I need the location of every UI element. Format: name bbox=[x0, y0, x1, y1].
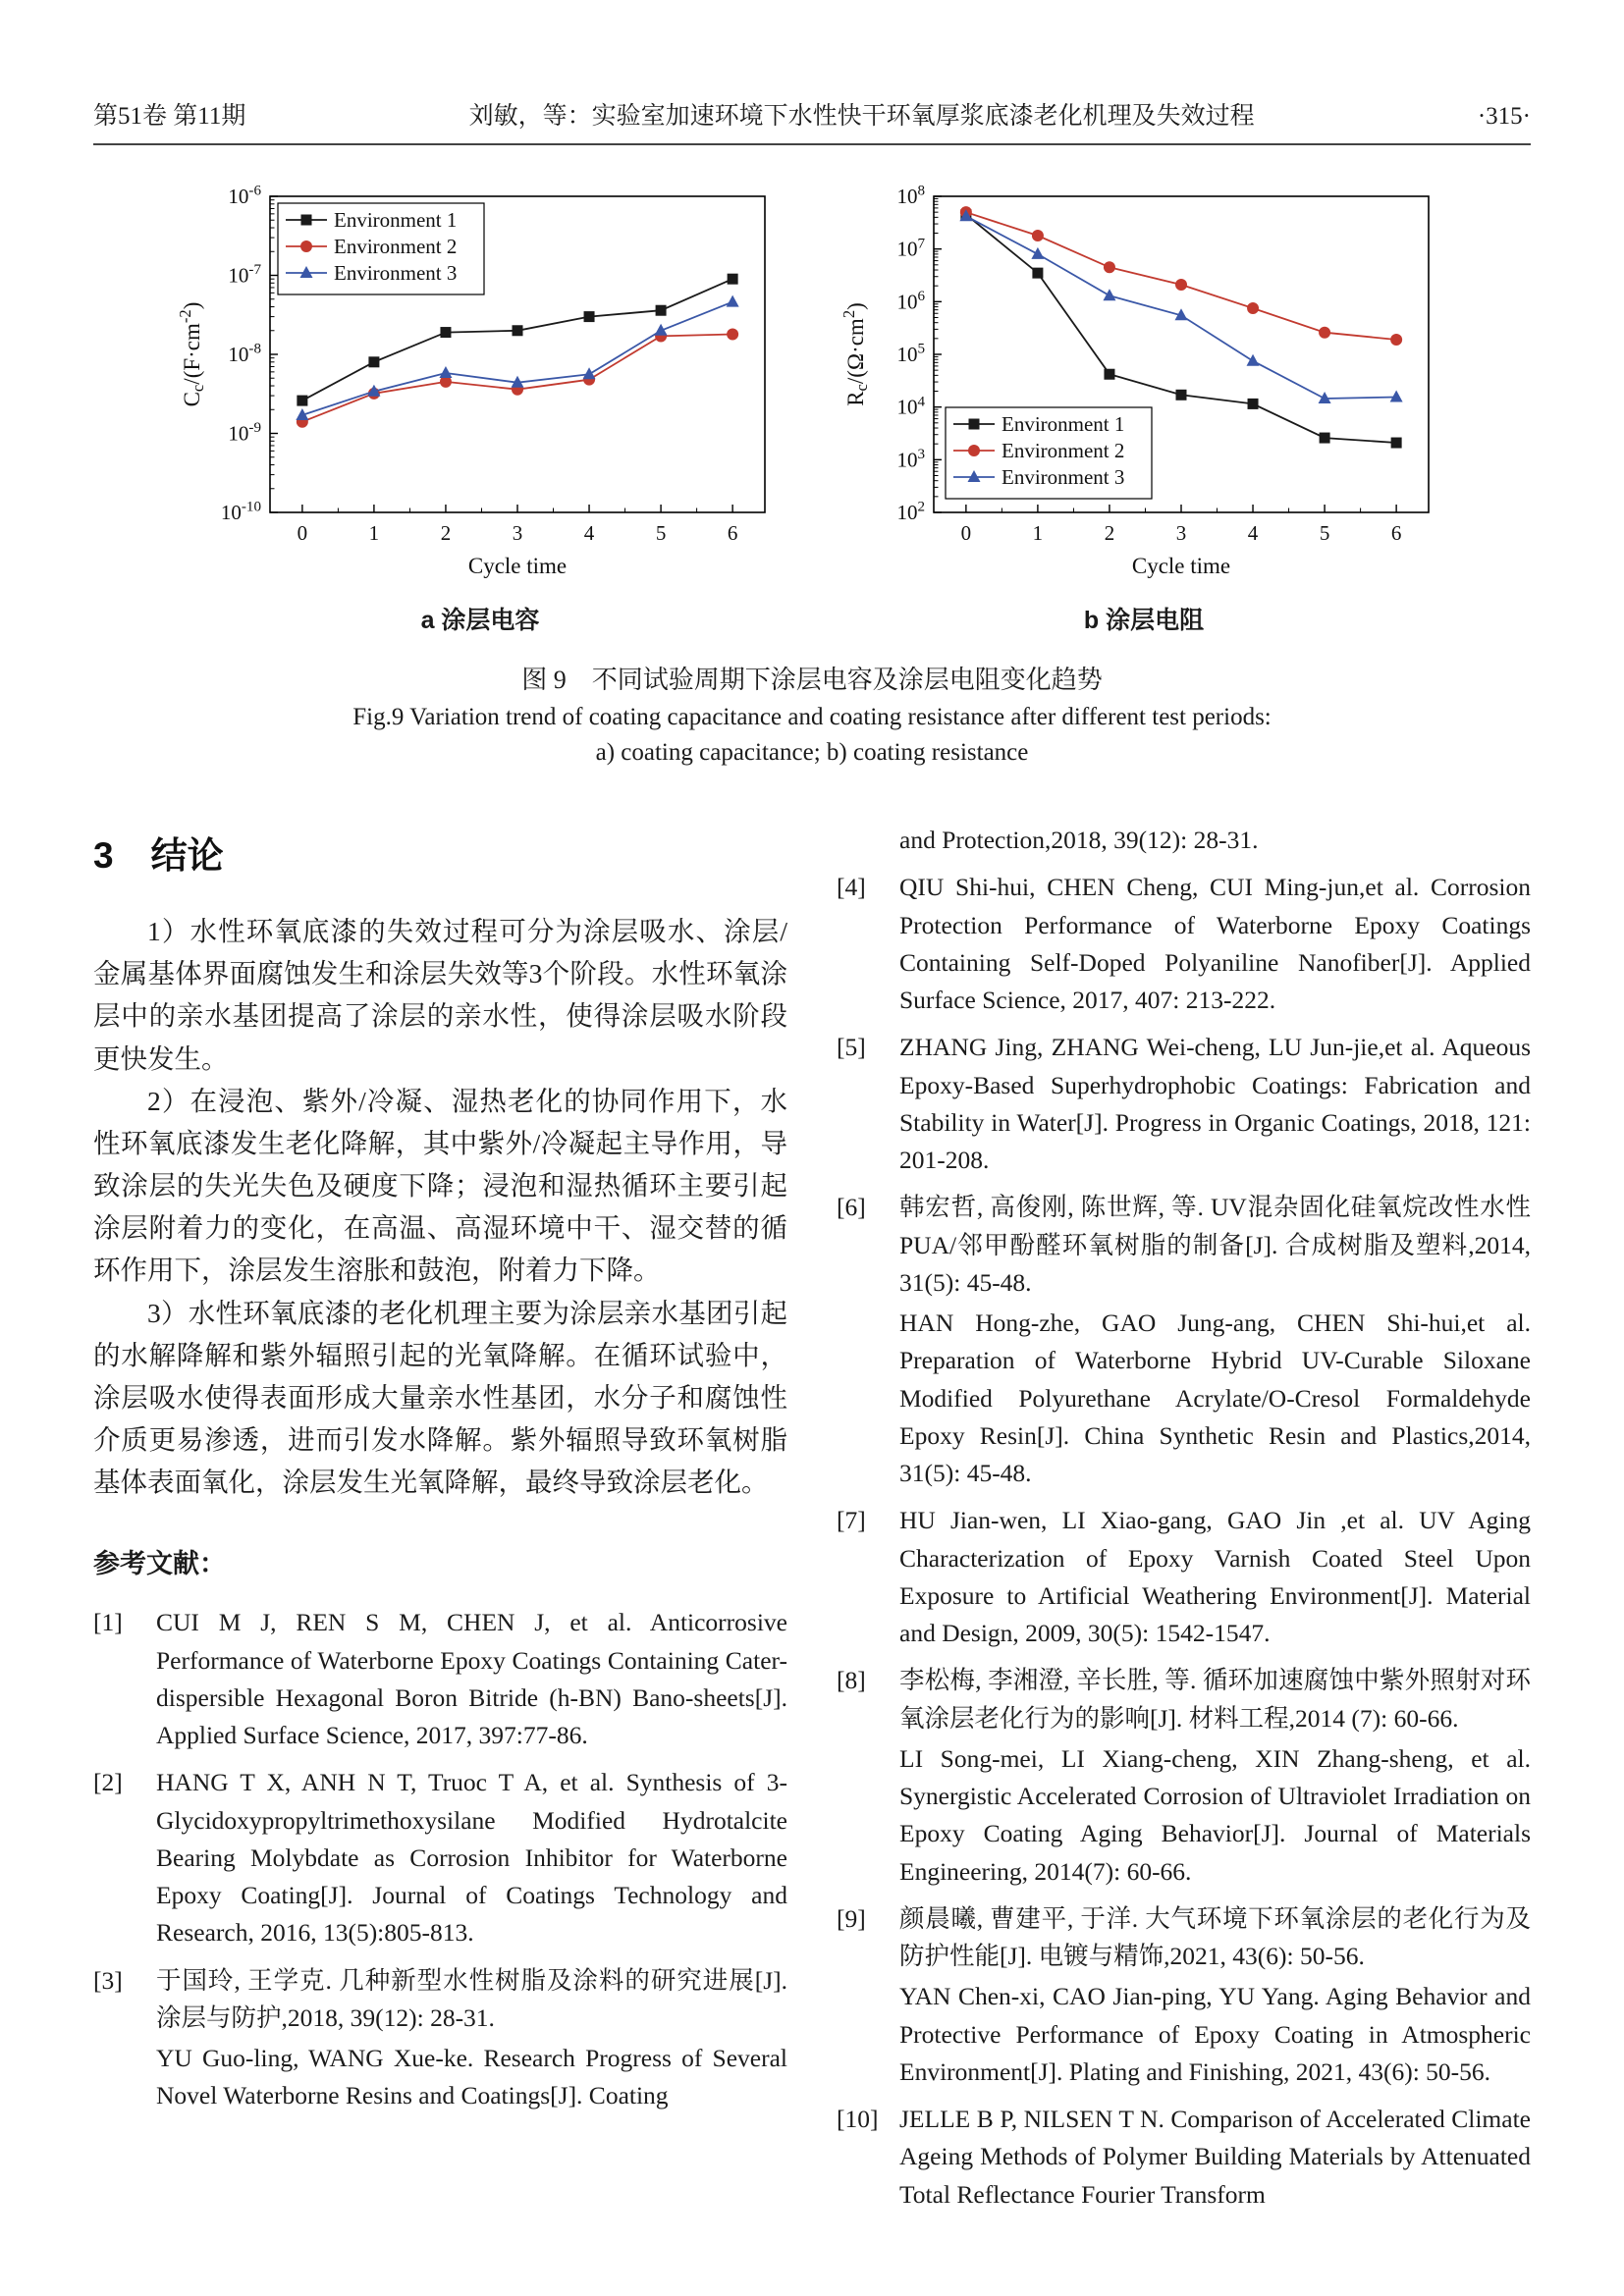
reference-text bbox=[899, 822, 1531, 862]
svg-text:106: $10^6$ bbox=[896, 288, 925, 314]
chart-coating-capacitance bbox=[176, 179, 785, 601]
reference-item bbox=[837, 822, 1531, 862]
subcaptions bbox=[93, 601, 1531, 636]
reference-text bbox=[899, 1502, 1531, 1655]
svg-text:4: 4 bbox=[1247, 521, 1259, 545]
running-title: 刘敏，等：实验室加速环境下水性快干环氧厚浆底漆老化机理及失效过程 bbox=[468, 103, 1255, 130]
svg-text:1: 1 bbox=[1032, 521, 1044, 545]
svg-text:1: 1 bbox=[368, 521, 380, 545]
svg-text:102: $10^2$ bbox=[896, 499, 925, 524]
svg-text:10-9: $10^{-9}$ bbox=[228, 420, 261, 446]
chart-coating-resistance bbox=[839, 179, 1448, 601]
reference-number: [4] bbox=[837, 873, 866, 902]
section-title: 结论 bbox=[150, 835, 224, 876]
reference-paragraph: 于国玲, 王学克. 几种新型水性树脂及涂料的研究进展[J]. 涂层与防护,2018, 39(12): 28-31. bbox=[156, 1965, 787, 2032]
reference-item bbox=[837, 1029, 1531, 1182]
reference-paragraph: and Protection,2018, 39(12): 28-31. bbox=[899, 826, 1259, 854]
reference-number: [5] bbox=[837, 1033, 866, 1062]
svg-text:0: 0 bbox=[297, 521, 308, 545]
reference-item bbox=[837, 1502, 1531, 1655]
svg-text:104: $10^4$ bbox=[896, 394, 925, 419]
charts-row bbox=[93, 179, 1531, 601]
reference-text bbox=[156, 1764, 787, 1954]
references-left bbox=[93, 1604, 787, 2117]
svg-text:6: 6 bbox=[727, 521, 738, 545]
reference-number: [2] bbox=[93, 1768, 123, 1797]
svg-text:105: $10^5$ bbox=[896, 341, 925, 366]
reference-item bbox=[837, 1662, 1531, 1894]
svg-text:2: 2 bbox=[440, 521, 452, 545]
page-header bbox=[93, 96, 1531, 145]
reference-paragraph: QIU Shi-hui, CHEN Cheng, CUI Ming-jun,et al. Corrosion Protection Performance of Waterborne Epoxy Coatings Containing Self-Doped Polyaniline Nanofiber[J]. Applied Surface Science, 2017, 407: 213-222. bbox=[899, 873, 1531, 1014]
svg-text:5: 5 bbox=[655, 521, 667, 545]
subcaption-a: a 涂层电容 bbox=[420, 607, 540, 634]
reference-text bbox=[899, 1662, 1531, 1894]
reference-item bbox=[93, 1604, 787, 1757]
svg-text:103: $10^3$ bbox=[896, 446, 925, 472]
svg-text:6: 6 bbox=[1390, 521, 1402, 545]
section-number: 3 bbox=[93, 835, 114, 876]
reference-paragraph: YU Guo-ling, WANG Xue-ke. Research Progress of Several Novel Waterborne Resins and Coatings[J]. Coating bbox=[156, 2044, 787, 2110]
section-heading bbox=[93, 826, 787, 879]
reference-paragraph: 韩宏哲, 高俊刚, 陈世辉, 等. UV混杂固化硅氧烷改性水性PUA/邻甲酚醛环氧树脂的制备[J]. 合成树脂及塑料,2014, 31(5): 45-48. bbox=[899, 1193, 1531, 1297]
reference-number: [10] bbox=[837, 2105, 879, 2133]
reference-item bbox=[93, 1764, 787, 1954]
reference-paragraph: ZHANG Jing, ZHANG Wei-cheng, LU Jun-jie,et al. Aqueous Epoxy-Based Superhydrophobic Coatings: Fabrication and Stability in Water[J]. Progress in Organic Coatings, 2018, 121: 201-208. bbox=[899, 1033, 1531, 1174]
svg-text:Environment 2: Environment 2 bbox=[1001, 439, 1125, 462]
reference-number bbox=[837, 822, 899, 862]
subcaption-b: b 涂层电阻 bbox=[1083, 607, 1205, 634]
svg-text:10-8: $10^{-8}$ bbox=[228, 341, 261, 366]
reference-number: [1] bbox=[93, 1608, 123, 1637]
reference-paragraph: HANG T X, ANH N T, Truoc T A, et al. Synthesis of 3-Glycidoxypropyltrimethoxysilane Modified Hydrotalcite Bearing Molybdate as Corrosion Inhibitor for Waterborne Epoxy Coating[J]. Journal of Coatings Technology and Research, 2016, 13(5):805-813. bbox=[156, 1768, 787, 1948]
conclusion-paragraphs bbox=[93, 910, 787, 1503]
references-right bbox=[837, 822, 1531, 2216]
svg-text:107: $10^7$ bbox=[896, 236, 925, 261]
svg-text:Cycle time: Cycle time bbox=[1131, 554, 1231, 578]
svg-text:Environment 3: Environment 3 bbox=[334, 261, 458, 285]
svg-text:10-6: $10^{-6}$ bbox=[228, 183, 261, 208]
svg-text:Environment 3: Environment 3 bbox=[1001, 465, 1125, 489]
reference-text bbox=[899, 869, 1531, 1022]
conclusion-paragraph: 3）水性环氧底漆的老化机理主要为涂层亲水基团引起的水解降解和紫外辐照引起的光氧降解。在循环试验中，涂层吸水使得表面形成大量亲水性基团，水分子和腐蚀性介质更易渗透，进而引发水降解。紫外辐照导致环氧树脂基体表面氧化，涂层发生光氧降解，最终导致涂层老化。 bbox=[93, 1297, 787, 1498]
reference-paragraph: JELLE B P, NILSEN T N. Comparison of Accelerated Climate Ageing Methods of Polymer Building Materials by Attenuated Total Reflectance Fourier Transform bbox=[899, 2105, 1531, 2209]
svg-text:3: 3 bbox=[512, 521, 523, 545]
svg-text:Cc/(F·cm-2): $Cc/(F\cdot cm^{-2})$ bbox=[176, 301, 208, 407]
svg-text:4: 4 bbox=[583, 521, 595, 545]
reference-text bbox=[899, 2101, 1531, 2216]
figure-block bbox=[93, 179, 1531, 767]
svg-text:0: 0 bbox=[960, 521, 972, 545]
figure-caption-english-2: a) coating capacitance; b) coating resistance bbox=[595, 739, 1029, 766]
reference-paragraph: 李松梅, 李湘澄, 辛长胜, 等. 循环加速腐蚀中紫外照射对环氧涂层老化行为的影响[J]. 材料工程,2014 (7): 60-66. bbox=[899, 1666, 1531, 1733]
figure-caption-english-1: Fig.9 Variation trend of coating capacitance and coating resistance after different test periods: bbox=[352, 704, 1272, 730]
svg-text:10-10: $10^{-10}$ bbox=[220, 499, 261, 524]
figure-caption-chinese: 图 9 不同试验周期下涂层电容及涂层电阻变化趋势 bbox=[521, 666, 1103, 694]
svg-text:Rc/(Ω·cm2): $Rc/(\Omega\cdot cm^2)$ bbox=[839, 302, 872, 406]
reference-number: [7] bbox=[837, 1506, 866, 1535]
reference-number: [9] bbox=[837, 1903, 866, 1933]
conclusion-paragraph: 2）在浸泡、紫外/冷凝、湿热老化的协同作用下，水性环氧底漆发生老化降解，其中紫外/冷凝起主导作用，导致涂层的失光失色及硬度下降；浸泡和湿热循环主要引起涂层附着力的变化，在高温、高湿环境中干、湿交替的循环作用下，涂层发生溶胀和鼓泡，附着力下降。 bbox=[93, 1085, 787, 1286]
svg-text:10-7: $10^{-7}$ bbox=[228, 262, 261, 288]
page-number: ·315· bbox=[1477, 103, 1531, 130]
reference-item bbox=[837, 1189, 1531, 1495]
reference-item bbox=[837, 2101, 1531, 2216]
right-column bbox=[837, 822, 1531, 2223]
svg-text:Environment 1: Environment 1 bbox=[334, 208, 458, 232]
svg-text:108: $10^8$ bbox=[896, 183, 925, 208]
reference-item bbox=[93, 1962, 787, 2118]
reference-text bbox=[899, 1189, 1531, 1495]
reference-text bbox=[156, 1962, 787, 2118]
reference-paragraph: HU Jian-wen, LI Xiao-gang, GAO Jin ,et al. UV Aging Characterization of Epoxy Varnish Coated Steel Upon Exposure to Artificial Weathering Environment[J]. Material and Design, 2009, 30(5): 1542-1547. bbox=[899, 1506, 1531, 1647]
reference-paragraph: YAN Chen-xi, CAO Jian-ping, YU Yang. Aging Behavior and Protective Performance of Epoxy Coating in Atmospheric Environment[J]. Plating and Finishing, 2021, 43(6): 50-56. bbox=[899, 1982, 1531, 2086]
reference-text bbox=[899, 1029, 1531, 1182]
reference-paragraph: 颜晨曦, 曹建平, 于洋. 大气环境下环氧涂层的老化行为及防护性能[J]. 电镀与精饰,2021, 43(6): 50-56. bbox=[899, 1903, 1531, 1970]
reference-number: [3] bbox=[93, 1965, 123, 1995]
reference-item bbox=[837, 1900, 1531, 2094]
left-column bbox=[93, 822, 787, 2223]
svg-text:3: 3 bbox=[1175, 521, 1187, 545]
reference-paragraph: LI Song-mei, LI Xiang-cheng, XIN Zhang-sheng, et al. Synergistic Accelerated Corrosion of Ultraviolet Irradiation on Epoxy Coating Aging Behavior[J]. Journal of Materials Engineering, 2014(7): 60-66. bbox=[899, 1743, 1531, 1886]
reference-paragraph: CUI M J, REN S M, CHEN J, et al. Anticorrosive Performance of Waterborne Epoxy Coatings Containing Cater-dispersible Hexagonal Boron Bitride (h-BN) Bano-sheets[J]. Applied Surface Science, 2017, 397:77-86. bbox=[156, 1608, 787, 1750]
reference-number: [8] bbox=[837, 1666, 866, 1695]
volume-issue: 第51卷 第11期 bbox=[93, 103, 246, 130]
references-heading: 参考文献： bbox=[93, 1549, 226, 1579]
svg-text:2: 2 bbox=[1104, 521, 1115, 545]
conclusion-paragraph: 1）水性环氧底漆的失效过程可分为涂层吸水、涂层/金属基体界面腐蚀发生和涂层失效等3个阶段。水性环氧涂层中的亲水基团提高了涂层的亲水性，使得涂层吸水阶段更快发生。 bbox=[93, 916, 787, 1074]
reference-paragraph: HAN Hong-zhe, GAO Jung-ang, CHEN Shi-hui,et al. Preparation of Waterborne Hybrid UV-Curable Siloxane Modified Polyurethane Acrylate/O-Cresol Formaldehyde Epoxy Resin[J]. China Synthetic Resin and Plastics,2014, 31(5): 45-48. bbox=[899, 1308, 1531, 1487]
svg-text:Environment 2: Environment 2 bbox=[334, 235, 458, 258]
svg-text:Cycle time: Cycle time bbox=[467, 554, 568, 578]
svg-text:Environment 1: Environment 1 bbox=[1001, 412, 1125, 436]
reference-number: [6] bbox=[837, 1193, 866, 1222]
reference-item bbox=[837, 869, 1531, 1022]
two-column-body bbox=[93, 822, 1531, 2223]
svg-text:5: 5 bbox=[1319, 521, 1330, 545]
reference-text bbox=[899, 1900, 1531, 2094]
reference-text bbox=[156, 1604, 787, 1757]
